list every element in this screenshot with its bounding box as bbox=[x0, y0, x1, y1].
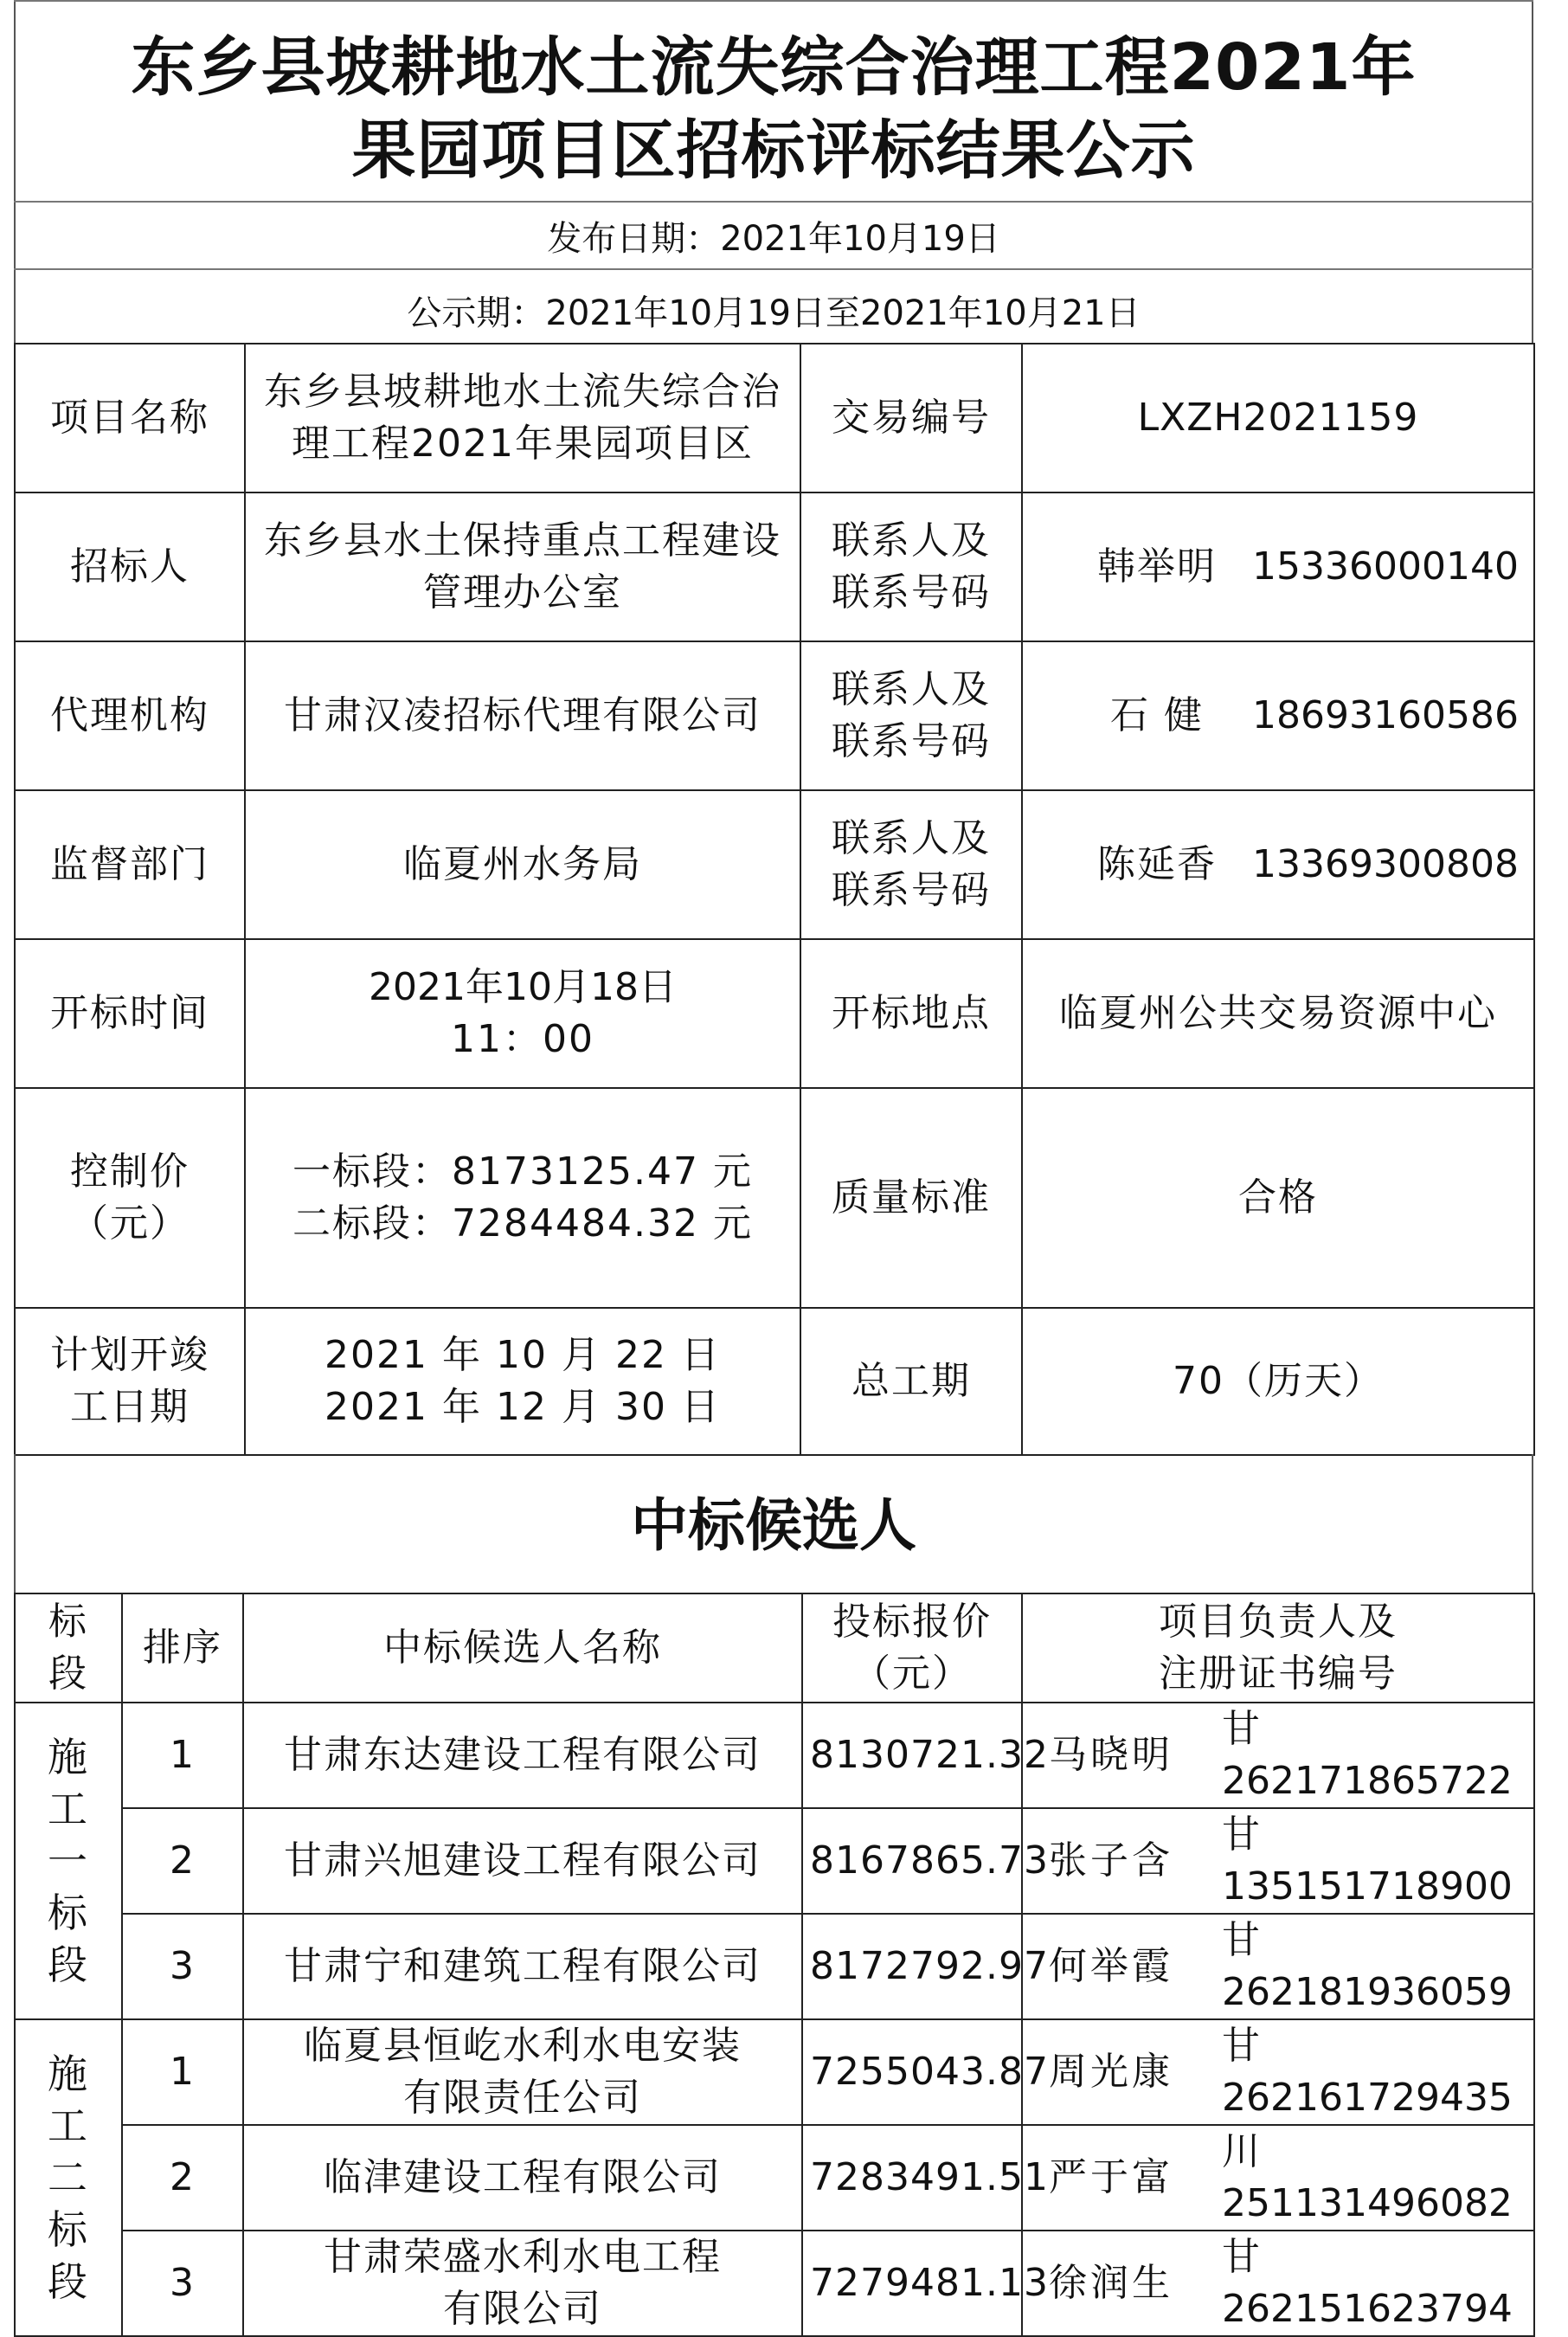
table-row bbox=[15, 2019, 1534, 2125]
contact-phone: 13369300808 bbox=[1252, 842, 1519, 886]
contact-label-line: 联系号码 bbox=[832, 719, 991, 763]
section-1-label bbox=[15, 1703, 122, 2019]
contact-name: 石 健 bbox=[1110, 693, 1204, 737]
tenderer-label: 招标人 bbox=[15, 493, 245, 641]
section-label-char: 段 bbox=[48, 2258, 89, 2305]
control-price-label-line: （元） bbox=[70, 1201, 190, 1246]
rank: 2 bbox=[122, 2125, 243, 2231]
header-price-line: 投标报价 bbox=[832, 1600, 992, 1644]
supervisor-value: 临夏州水务局 bbox=[245, 790, 800, 939]
candidate-name bbox=[243, 2019, 802, 2125]
candidate-name: 甘肃兴旭建设工程有限公司 bbox=[243, 1808, 802, 1914]
schedule-label-line: 计划开竣 bbox=[50, 1333, 209, 1377]
schedule-label bbox=[15, 1308, 245, 1455]
quality-value: 合格 bbox=[1022, 1088, 1534, 1308]
project-name-value bbox=[245, 344, 800, 493]
agency-label: 代理机构 bbox=[15, 641, 245, 790]
duration-label: 总工期 bbox=[800, 1308, 1022, 1455]
header-lead-line: 注册证书编号 bbox=[1159, 1651, 1398, 1696]
control-price-value bbox=[245, 1088, 800, 1308]
rank: 2 bbox=[122, 1808, 243, 1914]
bid-price: 7255043.87 bbox=[802, 2019, 1022, 2125]
contact-phone: 18693160586 bbox=[1252, 693, 1519, 737]
control-price-line: 一标段：8173125.47 元 bbox=[292, 1149, 753, 1194]
project-name-label: 项目名称 bbox=[15, 344, 245, 493]
candidate-name-line: 有限公司 bbox=[443, 2287, 602, 2331]
lead-name: 张子含 bbox=[1049, 1838, 1173, 1883]
table-row bbox=[15, 2231, 1534, 2336]
row-open-time bbox=[15, 939, 1534, 1088]
lead-cert: 甘262181936059 bbox=[1222, 1918, 1513, 2014]
notice-period: 公示期：2021年10月19日至2021年10月21日 bbox=[407, 293, 1141, 333]
lead-name: 马晓明 bbox=[1049, 1733, 1173, 1777]
header-lead-line: 项目负责人及 bbox=[1159, 1600, 1398, 1644]
project-lead bbox=[1022, 2019, 1534, 2125]
project-name-line: 理工程2021年果园项目区 bbox=[292, 422, 754, 466]
candidate-name-line: 临夏县恒屹水利水电安装 bbox=[304, 2024, 742, 2068]
section-label-char: 工 bbox=[48, 1786, 89, 1832]
header-section bbox=[15, 1593, 122, 1703]
row-project-name bbox=[15, 344, 1534, 493]
schedule-line: 2021 年 10 月 22 日 bbox=[325, 1333, 721, 1377]
contact-label-line: 联系号码 bbox=[832, 570, 991, 615]
header-rank: 排序 bbox=[122, 1593, 243, 1703]
row-agency bbox=[15, 641, 1534, 790]
section-2-label bbox=[15, 2019, 122, 2336]
trade-no-label: 交易编号 bbox=[800, 344, 1022, 493]
lead-name: 何举霞 bbox=[1049, 1944, 1173, 1988]
contact-name: 韩举明 bbox=[1097, 544, 1217, 589]
publish-date: 发布日期：2021年10月19日 bbox=[547, 219, 1000, 259]
row-supervisor bbox=[15, 790, 1534, 939]
rank: 1 bbox=[122, 1703, 243, 1808]
header-price bbox=[802, 1593, 1022, 1703]
rank: 3 bbox=[122, 2231, 243, 2336]
schedule-label-line: 工日期 bbox=[70, 1385, 190, 1429]
contact-label-line: 联系人及 bbox=[832, 667, 991, 711]
project-name-line: 东乡县坡耕地水土流失综合治 bbox=[264, 370, 781, 414]
project-info-table bbox=[14, 343, 1535, 1456]
section-label-char: 工 bbox=[48, 2102, 89, 2149]
contact-phone: 15336000140 bbox=[1252, 544, 1519, 589]
contact-name: 陈延香 bbox=[1097, 842, 1217, 886]
agency-value: 甘肃汉凌招标代理有限公司 bbox=[245, 641, 800, 790]
candidates-table bbox=[14, 1593, 1535, 2337]
table-row bbox=[15, 1914, 1534, 2019]
tenderer-line: 管理办公室 bbox=[423, 570, 622, 615]
tenderer-contact bbox=[1022, 493, 1534, 641]
contact-label-line: 联系号码 bbox=[832, 868, 991, 912]
lead-cert: 甘135151718900 bbox=[1222, 1812, 1513, 1909]
open-time-label: 开标时间 bbox=[15, 939, 245, 1088]
lead-cert: 川251131496082 bbox=[1222, 2129, 1513, 2225]
candidate-name-line: 有限责任公司 bbox=[403, 2076, 642, 2120]
control-price-line: 二标段：7284484.32 元 bbox=[292, 1201, 753, 1246]
open-place-value: 临夏州公共交易资源中心 bbox=[1022, 939, 1534, 1088]
project-lead bbox=[1022, 1703, 1534, 1808]
divider bbox=[14, 268, 1533, 270]
row-schedule bbox=[15, 1308, 1534, 1455]
open-time-line: 2021年10月18日 bbox=[369, 965, 677, 1009]
page-title bbox=[14, 26, 1533, 192]
bid-price: 7283491.51 bbox=[802, 2125, 1022, 2231]
section-label-char: 二 bbox=[48, 2154, 89, 2201]
table-row bbox=[15, 1703, 1534, 1808]
supervisor-label: 监督部门 bbox=[15, 790, 245, 939]
candidate-name: 临津建设工程有限公司 bbox=[243, 2125, 802, 2231]
bid-price: 8167865.73 bbox=[802, 1808, 1022, 1914]
header-section-line: 标 bbox=[48, 1600, 88, 1644]
divider bbox=[14, 201, 1533, 203]
schedule-line: 2021 年 12 月 30 日 bbox=[325, 1385, 721, 1429]
section-label-char: 标 bbox=[48, 1890, 89, 1936]
candidate-name: 甘肃宁和建筑工程有限公司 bbox=[243, 1914, 802, 2019]
lead-name: 严于富 bbox=[1049, 2155, 1173, 2199]
title-line-2: 果园项目区招标评标结果公示 bbox=[351, 113, 1196, 188]
header-name: 中标候选人名称 bbox=[243, 1593, 802, 1703]
agency-contact bbox=[1022, 641, 1534, 790]
row-tenderer bbox=[15, 493, 1534, 641]
lead-name: 周光康 bbox=[1049, 2050, 1173, 2094]
rank: 1 bbox=[122, 2019, 243, 2125]
header-lead bbox=[1022, 1593, 1534, 1703]
control-price-label-line: 控制价 bbox=[70, 1149, 190, 1194]
duration-value: 70（历天） bbox=[1022, 1308, 1534, 1455]
project-lead bbox=[1022, 2125, 1534, 2231]
lead-cert: 甘262171865722 bbox=[1222, 1707, 1513, 1803]
table-row bbox=[15, 1808, 1534, 1914]
bid-price: 8130721.32 bbox=[802, 1703, 1022, 1808]
project-lead bbox=[1022, 1914, 1534, 2019]
tenderer-value bbox=[245, 493, 800, 641]
open-time-value bbox=[245, 939, 800, 1088]
project-lead bbox=[1022, 2231, 1534, 2336]
candidate-name bbox=[243, 2231, 802, 2336]
top-border bbox=[14, 0, 1533, 2]
schedule-value bbox=[245, 1308, 800, 1455]
contact-label bbox=[800, 641, 1022, 790]
section-label-char: 施 bbox=[48, 1734, 89, 1780]
contact-label-line: 联系人及 bbox=[832, 518, 991, 563]
supervisor-contact bbox=[1022, 790, 1534, 939]
tenderer-line: 东乡县水土保持重点工程建设 bbox=[264, 518, 781, 563]
candidate-name-line: 甘肃荣盛水利水电工程 bbox=[324, 2235, 722, 2279]
control-price-label bbox=[15, 1088, 245, 1308]
lead-cert: 甘262161729435 bbox=[1222, 2024, 1513, 2120]
candidates-header-row bbox=[15, 1593, 1534, 1703]
table-row bbox=[15, 2125, 1534, 2231]
bid-price: 7279481.13 bbox=[802, 2231, 1022, 2336]
row-control-price bbox=[15, 1088, 1534, 1308]
project-lead bbox=[1022, 1808, 1534, 1914]
rank: 3 bbox=[122, 1914, 243, 2019]
contact-label bbox=[800, 493, 1022, 641]
bid-price: 8172792.97 bbox=[802, 1914, 1022, 2019]
lead-name: 徐润生 bbox=[1049, 2261, 1173, 2305]
section-label-char: 一 bbox=[48, 1838, 89, 1884]
header-price-line: （元） bbox=[852, 1651, 972, 1696]
quality-label: 质量标准 bbox=[800, 1088, 1022, 1308]
candidate-name: 甘肃东达建设工程有限公司 bbox=[243, 1703, 802, 1808]
contact-label-line: 联系人及 bbox=[832, 816, 991, 860]
contact-label bbox=[800, 790, 1022, 939]
open-time-line: 11：00 bbox=[451, 1017, 594, 1061]
section-label-char: 标 bbox=[48, 2206, 89, 2253]
candidates-title: 中标候选人 bbox=[631, 1492, 916, 1559]
open-place-label: 开标地点 bbox=[800, 939, 1022, 1088]
section-label-char: 施 bbox=[48, 2051, 89, 2097]
title-line-1: 东乡县坡耕地水土流失综合治理工程2021年 bbox=[131, 30, 1417, 105]
section-label-char: 段 bbox=[48, 1941, 89, 1988]
header-section-line: 段 bbox=[48, 1651, 88, 1696]
lead-cert: 甘262151623794 bbox=[1222, 2235, 1513, 2331]
trade-no-value: LXZH2021159 bbox=[1022, 344, 1534, 493]
